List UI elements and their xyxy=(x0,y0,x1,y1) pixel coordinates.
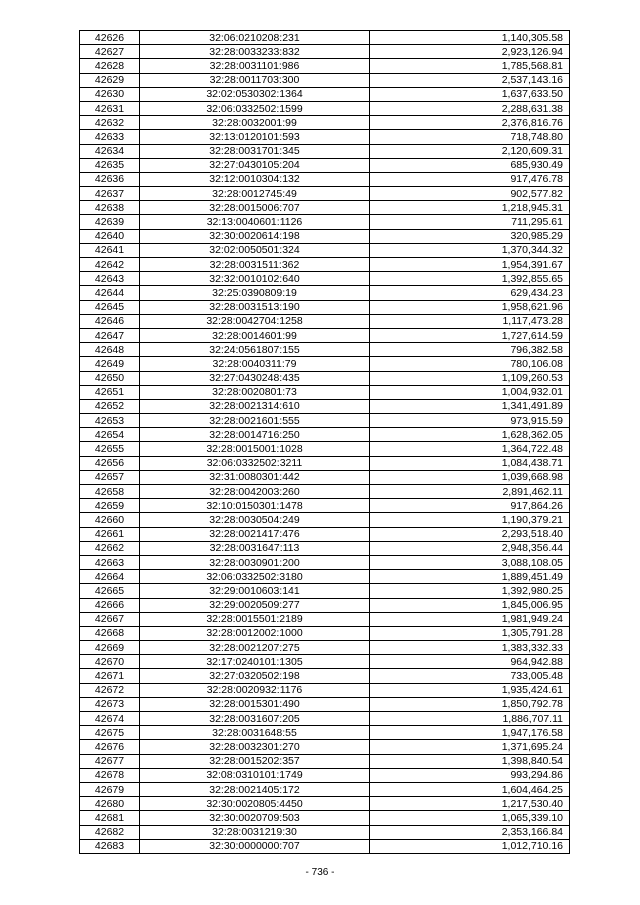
cadastral-number: 32:28:0014716:250 xyxy=(140,428,370,442)
cadastral-number: 32:28:0015501:2189 xyxy=(140,612,370,626)
cadastral-value: 2,376,816.76 xyxy=(370,116,570,130)
row-number: 42637 xyxy=(80,187,140,201)
table-row xyxy=(80,754,570,768)
cadastral-number: 32:06:0210208:231 xyxy=(140,31,370,45)
cadastral-value: 1,889,451.49 xyxy=(370,570,570,584)
row-number: 42639 xyxy=(80,215,140,229)
cadastral-value: 1,117,473.28 xyxy=(370,314,570,328)
row-number: 42626 xyxy=(80,31,140,45)
cadastral-value: 711,295.61 xyxy=(370,215,570,229)
cadastral-value: 1,954,391.67 xyxy=(370,258,570,272)
row-number: 42631 xyxy=(80,101,140,115)
page-number: - 736 - xyxy=(305,867,335,878)
cadastral-number: 32:29:0020509:277 xyxy=(140,598,370,612)
cadastral-number: 32:28:0015006:707 xyxy=(140,201,370,215)
cadastral-value: 1,947,176.58 xyxy=(370,726,570,740)
cadastral-number: 32:28:0030504:249 xyxy=(140,513,370,527)
cadastral-number: 32:17:0240101:1305 xyxy=(140,655,370,669)
row-number: 42649 xyxy=(80,357,140,371)
cadastral-value: 1,218,945.31 xyxy=(370,201,570,215)
cadastral-value: 2,288,631.38 xyxy=(370,101,570,115)
cadastral-number: 32:28:0031219:30 xyxy=(140,825,370,839)
cadastral-number: 32:28:0030901:200 xyxy=(140,555,370,569)
row-number: 42629 xyxy=(80,73,140,87)
cadastral-number: 32:06:0332502:3180 xyxy=(140,570,370,584)
cadastral-value: 1,383,332.33 xyxy=(370,641,570,655)
table-row xyxy=(80,45,570,59)
cadastral-value: 733,005.48 xyxy=(370,669,570,683)
cadastral-number: 32:28:0033233:832 xyxy=(140,45,370,59)
table-row xyxy=(80,258,570,272)
table-row xyxy=(80,641,570,655)
row-number: 42636 xyxy=(80,172,140,186)
table-row xyxy=(80,839,570,853)
table-row xyxy=(80,130,570,144)
table-row xyxy=(80,31,570,45)
row-number: 42667 xyxy=(80,612,140,626)
cadastral-number: 32:28:0012745:49 xyxy=(140,187,370,201)
table-row xyxy=(80,371,570,385)
table-row xyxy=(80,726,570,740)
table-row xyxy=(80,201,570,215)
table-row xyxy=(80,87,570,101)
table-row xyxy=(80,555,570,569)
row-number: 42644 xyxy=(80,286,140,300)
table-row xyxy=(80,116,570,130)
table-row xyxy=(80,584,570,598)
table-row xyxy=(80,612,570,626)
table-row xyxy=(80,825,570,839)
table-row xyxy=(80,215,570,229)
table-row xyxy=(80,328,570,342)
table-row xyxy=(80,286,570,300)
table-row xyxy=(80,485,570,499)
row-number: 42680 xyxy=(80,797,140,811)
cadastral-number: 32:30:0020805:4450 xyxy=(140,797,370,811)
cadastral-value: 1,065,339.10 xyxy=(370,811,570,825)
table-row xyxy=(80,229,570,243)
cadastral-number: 32:28:0021417:476 xyxy=(140,527,370,541)
cadastral-value: 1,004,932.01 xyxy=(370,385,570,399)
table-row xyxy=(80,626,570,640)
row-number: 42662 xyxy=(80,541,140,555)
cadastral-value: 1,341,491.89 xyxy=(370,399,570,413)
row-number: 42672 xyxy=(80,683,140,697)
cadastral-value: 1,604,464.25 xyxy=(370,782,570,796)
cadastral-value: 1,392,980.25 xyxy=(370,584,570,598)
table-row xyxy=(80,527,570,541)
row-number: 42632 xyxy=(80,116,140,130)
cadastral-number: 32:02:0050501:324 xyxy=(140,243,370,257)
cadastral-value: 1,637,633.50 xyxy=(370,87,570,101)
table-row xyxy=(80,428,570,442)
table-row xyxy=(80,697,570,711)
cadastral-value: 796,382.58 xyxy=(370,343,570,357)
cadastral-value: 320,985.29 xyxy=(370,229,570,243)
cadastral-number: 32:28:0020801:73 xyxy=(140,385,370,399)
cadastral-number: 32:30:0020614:198 xyxy=(140,229,370,243)
cadastral-value: 629,434.23 xyxy=(370,286,570,300)
row-number: 42647 xyxy=(80,328,140,342)
table-row xyxy=(80,73,570,87)
cadastral-number: 32:13:0040601:1126 xyxy=(140,215,370,229)
row-number: 42630 xyxy=(80,87,140,101)
cadastral-value: 1,140,305.58 xyxy=(370,31,570,45)
table-row xyxy=(80,172,570,186)
cadastral-number: 32:24:0561807:155 xyxy=(140,343,370,357)
cadastral-number: 32:28:0020932:1176 xyxy=(140,683,370,697)
table-row xyxy=(80,158,570,172)
table-row xyxy=(80,59,570,73)
table-row xyxy=(80,243,570,257)
cadastral-value: 2,923,126.94 xyxy=(370,45,570,59)
cadastral-number: 32:28:0031701:345 xyxy=(140,144,370,158)
table-row xyxy=(80,300,570,314)
cadastral-value: 718,748.80 xyxy=(370,130,570,144)
table-row xyxy=(80,101,570,115)
table-row xyxy=(80,144,570,158)
row-number: 42670 xyxy=(80,655,140,669)
table-row xyxy=(80,782,570,796)
cadastral-value: 902,577.82 xyxy=(370,187,570,201)
row-number: 42675 xyxy=(80,726,140,740)
cadastral-value: 1,845,006.95 xyxy=(370,598,570,612)
cadastral-value: 2,293,518.40 xyxy=(370,527,570,541)
cadastral-number: 32:27:0320502:198 xyxy=(140,669,370,683)
table-row xyxy=(80,343,570,357)
cadastral-value: 1,364,722.48 xyxy=(370,442,570,456)
table-row xyxy=(80,598,570,612)
row-number: 42666 xyxy=(80,598,140,612)
row-number: 42633 xyxy=(80,130,140,144)
cadastral-number: 32:08:0310101:1749 xyxy=(140,768,370,782)
cadastral-number: 32:27:0430105:204 xyxy=(140,158,370,172)
cadastral-value: 1,850,792.78 xyxy=(370,697,570,711)
row-number: 42663 xyxy=(80,555,140,569)
table-row xyxy=(80,570,570,584)
table-row xyxy=(80,655,570,669)
row-number: 42657 xyxy=(80,470,140,484)
table-row xyxy=(80,513,570,527)
data-table-container xyxy=(79,30,569,854)
cadastral-value: 2,120,609.31 xyxy=(370,144,570,158)
row-number: 42682 xyxy=(80,825,140,839)
cadastral-value: 2,537,143.16 xyxy=(370,73,570,87)
cadastral-value: 1,371,695.24 xyxy=(370,740,570,754)
table-row xyxy=(80,385,570,399)
row-number: 42683 xyxy=(80,839,140,853)
cadastral-value: 780,106.08 xyxy=(370,357,570,371)
row-number: 42660 xyxy=(80,513,140,527)
cadastral-value: 1,958,621.96 xyxy=(370,300,570,314)
row-number: 42638 xyxy=(80,201,140,215)
row-number: 42648 xyxy=(80,343,140,357)
row-number: 42628 xyxy=(80,59,140,73)
row-number: 42646 xyxy=(80,314,140,328)
table-row xyxy=(80,456,570,470)
row-number: 42677 xyxy=(80,754,140,768)
cadastral-value: 2,353,166.84 xyxy=(370,825,570,839)
row-number: 42674 xyxy=(80,712,140,726)
cadastral-number: 32:28:0015001:1028 xyxy=(140,442,370,456)
cadastral-value: 917,476.78 xyxy=(370,172,570,186)
table-row xyxy=(80,541,570,555)
row-number: 42658 xyxy=(80,485,140,499)
row-number: 42652 xyxy=(80,399,140,413)
cadastral-value: 917,864.26 xyxy=(370,499,570,513)
row-number: 42671 xyxy=(80,669,140,683)
cadastral-number: 32:30:0000000:707 xyxy=(140,839,370,853)
table-row xyxy=(80,187,570,201)
cadastral-number: 32:06:0332502:3211 xyxy=(140,456,370,470)
cadastral-number: 32:31:0080301:442 xyxy=(140,470,370,484)
cadastral-number: 32:28:0021601:555 xyxy=(140,414,370,428)
table-row xyxy=(80,314,570,328)
cadastral-value: 1,785,568.81 xyxy=(370,59,570,73)
cadastral-number: 32:10:0150301:1478 xyxy=(140,499,370,513)
cadastral-number: 32:28:0031513:190 xyxy=(140,300,370,314)
row-number: 42668 xyxy=(80,626,140,640)
cadastral-number: 32:28:0031647:113 xyxy=(140,541,370,555)
row-number: 42654 xyxy=(80,428,140,442)
cadastral-number: 32:28:0031648:55 xyxy=(140,726,370,740)
table-row xyxy=(80,499,570,513)
cadastral-value: 964,942.88 xyxy=(370,655,570,669)
table-body xyxy=(80,31,570,854)
row-number: 42645 xyxy=(80,300,140,314)
cadastral-value: 1,039,668.98 xyxy=(370,470,570,484)
cadastral-value: 1,981,949.24 xyxy=(370,612,570,626)
cadastral-value: 2,891,462.11 xyxy=(370,485,570,499)
cadastral-number: 32:06:0332502:1599 xyxy=(140,101,370,115)
table-row xyxy=(80,797,570,811)
cadastral-number: 32:28:0021405:172 xyxy=(140,782,370,796)
cadastral-number: 32:28:0032001:99 xyxy=(140,116,370,130)
cadastral-value: 1,217,530.40 xyxy=(370,797,570,811)
row-number: 42653 xyxy=(80,414,140,428)
cadastral-number: 32:13:0120101:593 xyxy=(140,130,370,144)
cadastral-number: 32:28:0011703:300 xyxy=(140,73,370,87)
cadastral-value-table xyxy=(79,30,570,854)
cadastral-number: 32:02:0530302:1364 xyxy=(140,87,370,101)
row-number: 42681 xyxy=(80,811,140,825)
row-number: 42641 xyxy=(80,243,140,257)
table-row xyxy=(80,712,570,726)
table-row xyxy=(80,740,570,754)
cadastral-value: 1,305,791.28 xyxy=(370,626,570,640)
row-number: 42679 xyxy=(80,782,140,796)
row-number: 42640 xyxy=(80,229,140,243)
cadastral-number: 32:30:0020709:503 xyxy=(140,811,370,825)
table-row xyxy=(80,768,570,782)
table-row xyxy=(80,357,570,371)
row-number: 42665 xyxy=(80,584,140,598)
cadastral-value: 685,930.49 xyxy=(370,158,570,172)
cadastral-value: 993,294.86 xyxy=(370,768,570,782)
cadastral-value: 3,088,108.05 xyxy=(370,555,570,569)
table-row xyxy=(80,399,570,413)
table-row xyxy=(80,470,570,484)
cadastral-number: 32:25:0390809:19 xyxy=(140,286,370,300)
cadastral-value: 1,084,438.71 xyxy=(370,456,570,470)
cadastral-number: 32:12:0010304:132 xyxy=(140,172,370,186)
cadastral-value: 1,398,840.54 xyxy=(370,754,570,768)
row-number: 42669 xyxy=(80,641,140,655)
row-number: 42650 xyxy=(80,371,140,385)
cadastral-value: 973,915.59 xyxy=(370,414,570,428)
cadastral-value: 1,012,710.16 xyxy=(370,839,570,853)
row-number: 42659 xyxy=(80,499,140,513)
cadastral-number: 32:28:0021314:610 xyxy=(140,399,370,413)
table-row xyxy=(80,272,570,286)
row-number: 42673 xyxy=(80,697,140,711)
table-row xyxy=(80,414,570,428)
cadastral-value: 1,392,855.65 xyxy=(370,272,570,286)
cadastral-number: 32:27:0430248:435 xyxy=(140,371,370,385)
cadastral-number: 32:28:0031511:362 xyxy=(140,258,370,272)
row-number: 42676 xyxy=(80,740,140,754)
cadastral-number: 32:28:0014601:99 xyxy=(140,328,370,342)
row-number: 42664 xyxy=(80,570,140,584)
cadastral-number: 32:28:0032301:270 xyxy=(140,740,370,754)
row-number: 42655 xyxy=(80,442,140,456)
cadastral-number: 32:28:0031101:986 xyxy=(140,59,370,73)
table-row xyxy=(80,683,570,697)
cadastral-number: 32:32:0010102:640 xyxy=(140,272,370,286)
cadastral-value: 1,628,362.05 xyxy=(370,428,570,442)
cadastral-value: 1,190,379.21 xyxy=(370,513,570,527)
row-number: 42643 xyxy=(80,272,140,286)
cadastral-number: 32:28:0042003:260 xyxy=(140,485,370,499)
row-number: 42656 xyxy=(80,456,140,470)
cadastral-value: 1,727,614.59 xyxy=(370,328,570,342)
cadastral-number: 32:28:0015301:490 xyxy=(140,697,370,711)
cadastral-number: 32:28:0040311:79 xyxy=(140,357,370,371)
cadastral-number: 32:28:0042704:1258 xyxy=(140,314,370,328)
cadastral-value: 1,109,260.53 xyxy=(370,371,570,385)
row-number: 42642 xyxy=(80,258,140,272)
cadastral-value: 1,886,707.11 xyxy=(370,712,570,726)
table-row xyxy=(80,442,570,456)
cadastral-number: 32:28:0031607:205 xyxy=(140,712,370,726)
row-number: 42678 xyxy=(80,768,140,782)
row-number: 42635 xyxy=(80,158,140,172)
table-row xyxy=(80,669,570,683)
row-number: 42651 xyxy=(80,385,140,399)
row-number: 42627 xyxy=(80,45,140,59)
cadastral-number: 32:29:0010603:141 xyxy=(140,584,370,598)
cadastral-value: 1,370,344.32 xyxy=(370,243,570,257)
cadastral-number: 32:28:0012002:1000 xyxy=(140,626,370,640)
cadastral-number: 32:28:0021207:275 xyxy=(140,641,370,655)
table-row xyxy=(80,811,570,825)
row-number: 42634 xyxy=(80,144,140,158)
cadastral-number: 32:28:0015202:357 xyxy=(140,754,370,768)
row-number: 42661 xyxy=(80,527,140,541)
cadastral-value: 2,948,356.44 xyxy=(370,541,570,555)
cadastral-value: 1,935,424.61 xyxy=(370,683,570,697)
